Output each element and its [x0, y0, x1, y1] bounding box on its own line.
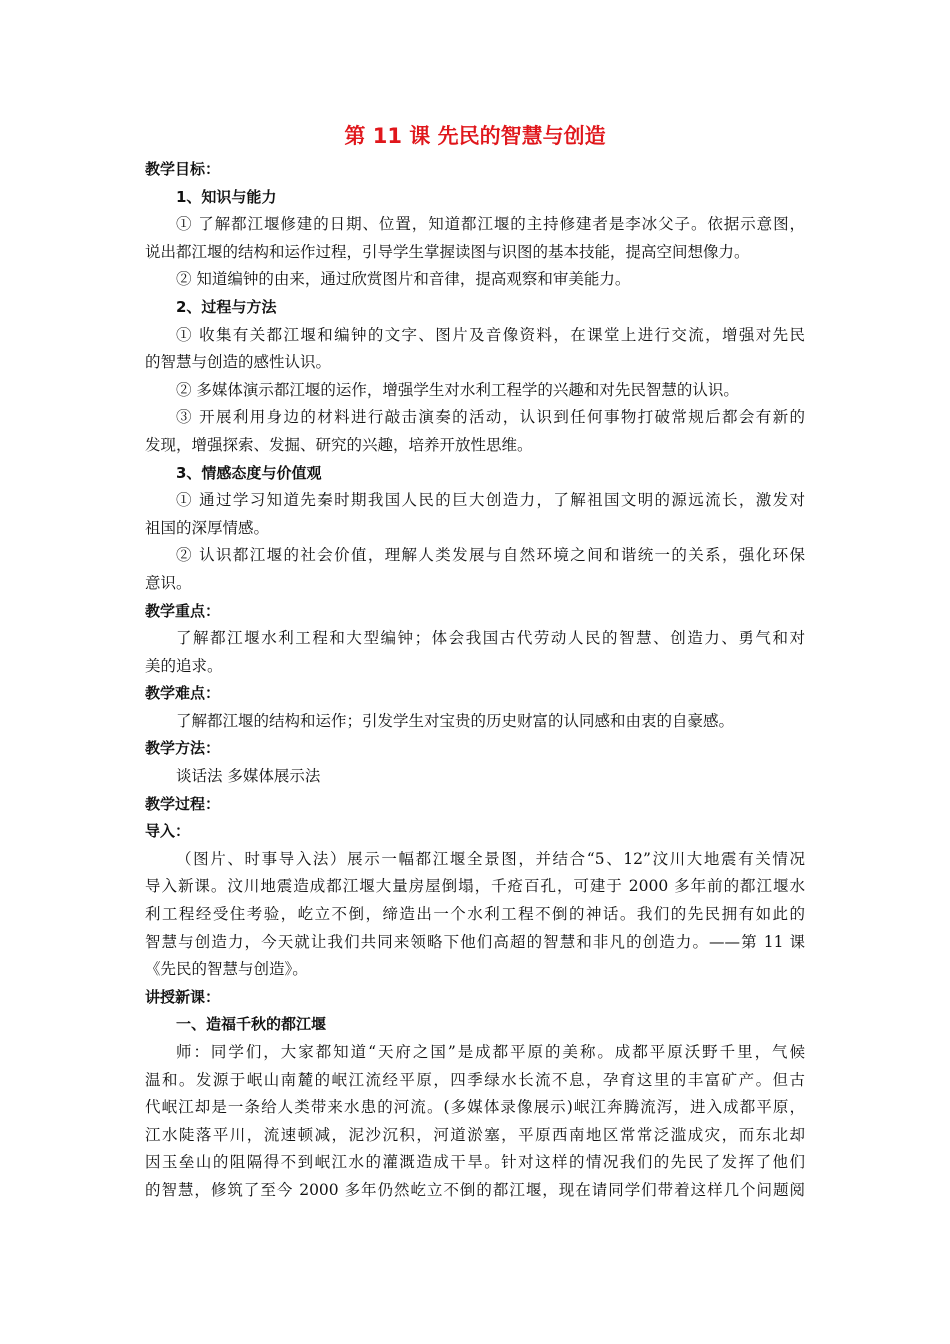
section-heading: 教学难点： — [145, 684, 221, 703]
section-heading: 教学目标： — [145, 160, 221, 178]
text-line: ② 知道编钟的由来，通过欣赏图片和音律，提高观察和审美能力。 — [176, 270, 631, 289]
text-line: 意识。 — [145, 573, 192, 592]
text-line: ② 多媒体演示都江堰的运作，增强学生对水利工程学的兴趣和对先民智慧的认识。 — [176, 380, 739, 399]
text-line: 师：同学们，大家都知道“天府之国”是成都平原的美称。成都平原沃野千里，气候 — [176, 1043, 805, 1061]
section-heading: 教学方法： — [145, 739, 221, 758]
text-line: 了解都江堰的结构和运作；引发学生对宝贵的历史财富的认同感和由衷的自豪感。 — [176, 711, 735, 730]
text-line: 利工程经受住考验，屹立不倒，缔造出一个水利工程不倒的神话。我们的先民拥有如此的 — [145, 905, 805, 924]
text-line: 温和。发源于岷山南麓的岷江流经平原，四季绿水长流不息，孕育这里的丰富矿产。但古 — [145, 1070, 805, 1089]
text-line: ② 认识都江堰的社会价值，理解人类发展与自然环境之间和谐统一的关系，强化环保 — [176, 546, 805, 565]
text-line: 祖国的深厚情感。 — [145, 518, 270, 537]
section-heading: 讲授新课： — [145, 987, 221, 1006]
text-line: 因玉垒山的阻隔得不到岷江水的灌溉造成干旱。针对这样的情况我们的先民了发挥了他们 — [145, 1153, 805, 1172]
text-line: 的智慧与创造的感性认识。 — [145, 353, 332, 372]
section-heading: 3、情感态度与价值观 — [176, 463, 322, 482]
text-line: （图片、时事导入法）展示一幅都江堰全景图，并结合“5、12”汶川大地震有关情况 — [176, 849, 805, 868]
section-heading: 教学重点： — [145, 601, 221, 620]
text-line: 导入新课。汶川地震造成都江堰大量房屋倒塌，千疮百孔，可建于 2000 多年前的都江堰水 — [145, 877, 805, 896]
document-body — [145, 156, 805, 1205]
text-line: 的智慧，修筑了至今 2000 多年仍然屹立不倒的都江堰，现在请同学们带着这样几个问题阅 — [145, 1180, 805, 1199]
text-line: 发现，增强探索、发掘、研究的兴趣，培养开放性思维。 — [145, 435, 533, 454]
section-heading: 1、知识与能力 — [176, 187, 277, 206]
text-line: 说出都江堰的结构和运作过程，引导学生掌握读图与识图的基本技能，提高空间想像力。 — [145, 242, 750, 261]
text-line: 了解都江堰水利工程和大型编钟；体会我国古代劳动人民的智慧、创造力、勇气和对 — [176, 629, 805, 648]
text-line: ① 收集有关都江堰和编钟的文字、图片及音像资料，在课堂上进行交流，增强对先民 — [176, 325, 805, 344]
section-heading: 一、造福千秋的都江堰 — [176, 1015, 327, 1034]
text-line: 代岷江却是一条给人类带来水患的河流。(多媒体录像展示)岷江奔腾流泻，进入成都平原， — [145, 1098, 805, 1117]
text-line: 谈话法 多媒体展示法 — [176, 767, 321, 786]
section-heading: 导入： — [145, 822, 191, 841]
section-heading: 教学过程： — [145, 794, 221, 813]
text-line: ③ 开展利用身边的材料进行敲击演奏的活动，认识到任何事物打破常规后都会有新的 — [176, 408, 805, 427]
page-title: 第 11 课 先民的智慧与创造 — [344, 124, 606, 148]
text-line: 江水陡落平川，流速顿减，泥沙沉积，河道淤塞，平原西南地区常常泛滥成灾，而东北却 — [145, 1125, 805, 1144]
text-line: 智慧与创造力，今天就让我们共同来领略下他们高超的智慧和非凡的创造力。——第 11 课 — [145, 932, 805, 951]
text-line: 美的追求。 — [145, 656, 223, 675]
text-line: ① 了解都江堰修建的日期、位置，知道都江堰的主持修建者是李冰父子。依据示意图， — [176, 215, 805, 234]
text-line: ① 通过学习知道先秦时期我国人民的巨大创造力，了解祖国文明的源远流长，激发对 — [176, 491, 805, 510]
text-line: 《先民的智慧与创造》。 — [145, 960, 308, 979]
section-heading: 2、过程与方法 — [176, 297, 277, 316]
